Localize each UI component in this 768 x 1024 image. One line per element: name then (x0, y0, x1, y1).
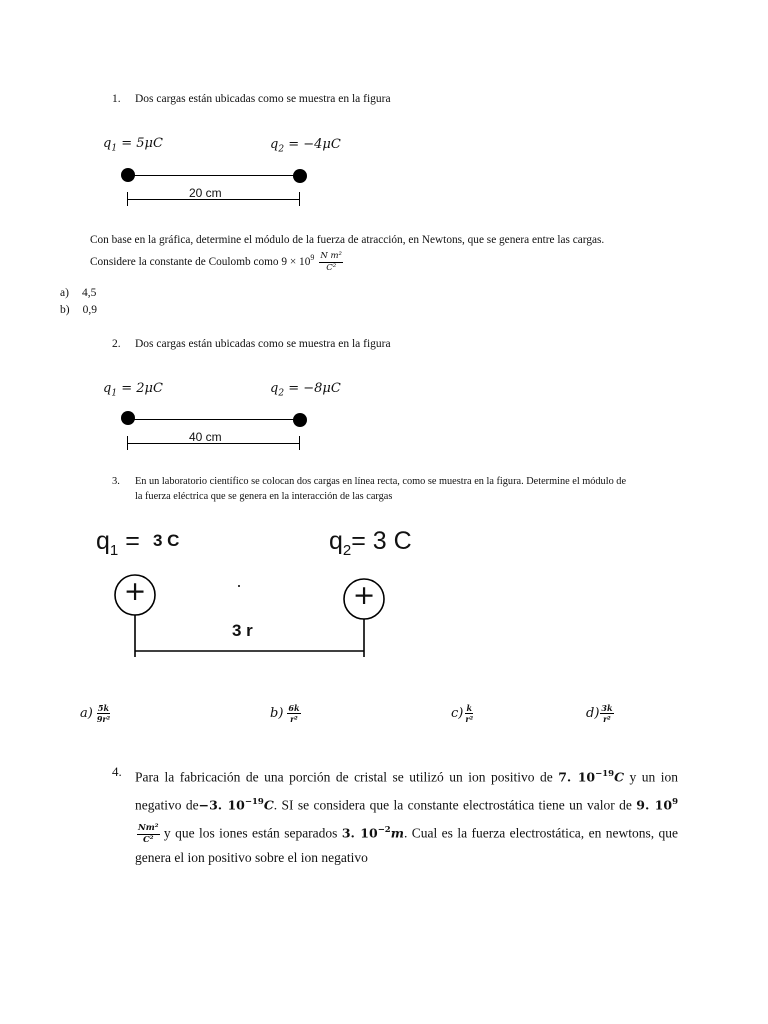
q3-option-a[interactable]: a) $\frac{5k}{\text{9r²}}$ (80, 703, 111, 724)
q3-text-line1: En un laboratorio científico se colocan dos cargas en línea recta, como se muestra en la figura. Determine el módulo de (135, 476, 627, 487)
q1-charge2-label: $q_2 = -4\mu C$ (270, 137, 341, 155)
q1-distance-label: 20 cm (189, 186, 222, 200)
q2-charge1-label: $q_1 = 2\mu C$ (103, 381, 163, 399)
q1-text-line2: Considere la constante de Coulomb como 9 × 10 $^9$ $\frac{\text{N m²}}{\text{C²}}$ (90, 251, 342, 273)
q4-text: Para la fabricación de una porción de cristal se utilizó un ion positivo de 7. $10^{-19}C$ y un ion negativo de−3. $10^{-19}C$. SI se considera que la constante electrostática tiene un valor de 9. $10^9$ $\frac{\text{Nm²}}{\text{C²}}$ y que los iones están separados 3. $10^{-2}m$. Cual es la fuerza electrostática, en newtons, que genera el ion positivo sobre el ion negativo (135, 769, 679, 865)
q1-charge1-label: $q_1 = 5\mu C$ (103, 136, 163, 154)
q3-stray-dot (238, 585, 240, 587)
q3-text-line2: la fuerza eléctrica que se genera en la interacción de las cargas (135, 491, 393, 502)
q3-charge1-label: $q_1$ = (96, 527, 140, 559)
q1-title: Dos cargas están ubicadas como se muestra en la figura (135, 93, 391, 105)
q3-charge2-label: $q_2= 3$ C (329, 527, 412, 559)
q1-option-b[interactable]: b) 0,9 (60, 304, 97, 316)
q1-option-a[interactable]: a) 4,5 (60, 287, 97, 299)
q3-distance-label: 3 r (232, 621, 253, 640)
q3-option-b[interactable]: b) $\frac{6k}{\text{r²}}$ (270, 703, 300, 724)
q3-charge2-plus: + (352, 580, 376, 611)
q2-distance-label: 40 cm (189, 430, 222, 444)
q3-charge1-value: 3 C (153, 531, 180, 550)
q3-charge1-plus: + (123, 576, 147, 607)
q4-number: 4. (112, 764, 122, 779)
q2-title: Dos cargas están ubicadas como se muestra en la figura (135, 338, 391, 350)
q1-text-line1: Con base en la gráfica, determine el módulo de la fuerza de atracción, en Newtons, que se genera entre las cargas. (90, 234, 605, 246)
q3-number: 3. (112, 476, 120, 487)
q2-charge2-label: $q_2 = -8\mu C$ (270, 381, 341, 399)
q1-number: 1. (112, 93, 121, 105)
q3-option-c[interactable]: c) $\frac{k}{\text{r²}}$ (451, 703, 474, 724)
q2-number: 2. (112, 338, 121, 350)
q3-option-d[interactable]: d) $\frac{3k}{\text{r²}}$ (586, 703, 613, 724)
